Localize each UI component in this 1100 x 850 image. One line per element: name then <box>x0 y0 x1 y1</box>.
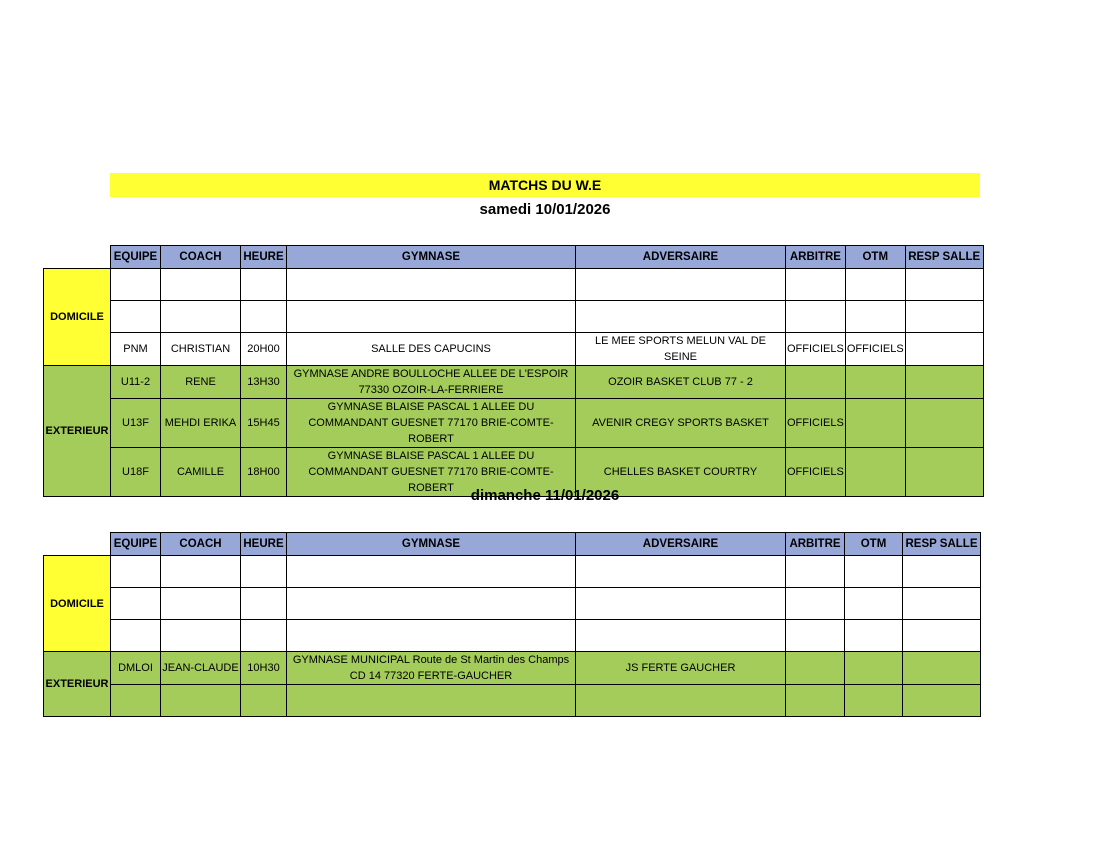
coach-cell: CHRISTIAN <box>161 333 241 366</box>
coach-cell <box>161 588 241 620</box>
domicile-row <box>44 269 984 301</box>
adversaire-cell: OZOIR BASKET CLUB 77 - 2 <box>576 366 786 399</box>
heure-cell <box>241 685 287 717</box>
gymnase-cell <box>287 301 576 333</box>
gymnase-cell <box>287 620 576 652</box>
arbitre-cell <box>786 685 845 717</box>
coach-cell: MEHDI ERIKA <box>161 399 241 448</box>
header-adversaire: ADVERSAIRE <box>576 533 786 556</box>
equipe-cell <box>111 685 161 717</box>
sunday-table-body <box>44 556 981 717</box>
otm-cell: OFFICIELS <box>845 333 905 366</box>
heure-cell: 20H00 <box>241 333 287 366</box>
arbitre-cell <box>786 652 845 685</box>
otm-cell <box>845 269 905 301</box>
header-heure: HEURE <box>241 246 287 269</box>
table-header-row <box>44 533 981 556</box>
equipe-cell: PNM <box>111 333 161 366</box>
adversaire-cell: AVENIR CREGY SPORTS BASKET <box>576 399 786 448</box>
header-heure: HEURE <box>241 533 287 556</box>
equipe-cell <box>111 269 161 301</box>
header-equipe: EQUIPE <box>111 246 161 269</box>
gymnase-cell <box>287 269 576 301</box>
header-arbitre: ARBITRE <box>786 533 845 556</box>
exterieur-row <box>44 652 981 685</box>
saturday-table-body <box>44 269 984 497</box>
heure-cell: 18H00 <box>241 448 287 497</box>
coach-cell: RENE <box>161 366 241 399</box>
domicile-group-label: DOMICILE <box>44 269 111 366</box>
resp-salle-cell <box>903 556 981 588</box>
resp-salle-cell <box>903 652 981 685</box>
heure-cell <box>241 588 287 620</box>
header-blank-cell <box>44 533 111 556</box>
arbitre-cell: OFFICIELS <box>786 448 846 497</box>
resp-salle-cell <box>905 399 983 448</box>
header-gymnase: GYMNASE <box>287 246 576 269</box>
exterieur-row <box>44 399 984 448</box>
heure-cell <box>241 301 287 333</box>
heure-cell <box>241 269 287 301</box>
coach-cell <box>161 620 241 652</box>
equipe-cell: DMLOI <box>111 652 161 685</box>
otm-cell <box>845 620 903 652</box>
gymnase-cell <box>287 685 576 717</box>
arbitre-cell <box>786 269 846 301</box>
header-coach: COACH <box>161 533 241 556</box>
header-equipe: EQUIPE <box>111 533 161 556</box>
adversaire-cell: LE MEE SPORTS MELUN VAL DE SEINE <box>576 333 786 366</box>
exterieur-row <box>44 366 984 399</box>
header-gymnase: GYMNASE <box>287 533 576 556</box>
arbitre-cell <box>786 620 845 652</box>
header-arbitre: ARBITRE <box>786 246 846 269</box>
adversaire-cell: CHELLES BASKET COURTRY <box>576 448 786 497</box>
resp-salle-cell <box>903 588 981 620</box>
adversaire-cell <box>576 301 786 333</box>
adversaire-cell <box>576 685 786 717</box>
otm-cell <box>845 301 905 333</box>
equipe-cell: U18F <box>111 448 161 497</box>
equipe-cell <box>111 588 161 620</box>
arbitre-cell <box>786 366 846 399</box>
domicile-group-label: DOMICILE <box>44 556 111 652</box>
gymnase-cell <box>287 588 576 620</box>
equipe-cell: U13F <box>111 399 161 448</box>
gymnase-cell: GYMNASE MUNICIPAL Route de St Martin des Champs CD 14 77320 FERTE-GAUCHER <box>287 652 576 685</box>
adversaire-cell <box>576 269 786 301</box>
coach-cell <box>161 269 241 301</box>
coach-cell <box>161 556 241 588</box>
coach-cell: CAMILLE <box>161 448 241 497</box>
header-coach: COACH <box>161 246 241 269</box>
sunday-schedule-table <box>43 532 981 717</box>
header-blank-cell <box>44 246 111 269</box>
arbitre-cell <box>786 556 845 588</box>
heure-cell: 13H30 <box>241 366 287 399</box>
gymnase-cell: GYMNASE BLAISE PASCAL 1 ALLEE DU COMMANDANT GUESNET 77170 BRIE-COMTE-ROBERT <box>287 399 576 448</box>
table-header-row <box>44 246 984 269</box>
domicile-row <box>44 301 984 333</box>
resp-salle-cell <box>903 685 981 717</box>
heure-cell: 10H30 <box>241 652 287 685</box>
otm-cell <box>845 399 905 448</box>
resp-salle-cell <box>905 366 983 399</box>
adversaire-cell <box>576 588 786 620</box>
coach-cell <box>161 685 241 717</box>
adversaire-cell: JS FERTE GAUCHER <box>576 652 786 685</box>
arbitre-cell: OFFICIELS <box>786 333 846 366</box>
domicile-row <box>44 620 981 652</box>
resp-salle-cell <box>903 620 981 652</box>
header-otm: OTM <box>845 533 903 556</box>
otm-cell <box>845 366 905 399</box>
resp-salle-cell <box>905 269 983 301</box>
domicile-row <box>44 333 984 366</box>
equipe-cell <box>111 620 161 652</box>
header-otm: OTM <box>845 246 905 269</box>
header-resp-salle: RESP SALLE <box>903 533 981 556</box>
arbitre-cell <box>786 588 845 620</box>
adversaire-cell <box>576 556 786 588</box>
adversaire-cell <box>576 620 786 652</box>
header-resp-salle: RESP SALLE <box>905 246 983 269</box>
exterieur-group-label: EXTERIEUR <box>44 652 111 717</box>
coach-cell <box>161 301 241 333</box>
header-adversaire: ADVERSAIRE <box>576 246 786 269</box>
domicile-row <box>44 588 981 620</box>
domicile-row <box>44 556 981 588</box>
arbitre-cell <box>786 301 846 333</box>
page-title: MATCHS DU W.E <box>110 173 980 197</box>
exterieur-group-label: EXTERIEUR <box>44 366 111 497</box>
heure-cell <box>241 556 287 588</box>
gymnase-cell <box>287 556 576 588</box>
sunday-date-title: dimanche 11/01/2026 <box>470 487 620 504</box>
equipe-cell: U11-2 <box>111 366 161 399</box>
equipe-cell <box>111 556 161 588</box>
saturday-schedule-table <box>43 245 984 497</box>
resp-salle-cell <box>905 301 983 333</box>
heure-cell <box>241 620 287 652</box>
arbitre-cell: OFFICIELS <box>786 399 846 448</box>
otm-cell <box>845 652 903 685</box>
coach-cell: JEAN-CLAUDE <box>161 652 241 685</box>
equipe-cell <box>111 301 161 333</box>
otm-cell <box>845 556 903 588</box>
exterieur-row <box>44 685 981 717</box>
gymnase-cell: SALLE DES CAPUCINS <box>287 333 576 366</box>
resp-salle-cell <box>905 333 983 366</box>
heure-cell: 15H45 <box>241 399 287 448</box>
saturday-date-title: samedi 10/01/2026 <box>479 201 611 218</box>
otm-cell <box>845 685 903 717</box>
gymnase-cell: GYMNASE BLAISE PASCAL 1 ALLEE DU COMMANDANT GUESNET 77170 BRIE-COMTE-ROBERT <box>287 448 576 497</box>
otm-cell <box>845 588 903 620</box>
gymnase-cell: GYMNASE ANDRE BOULLOCHE ALLEE DE L'ESPOIR 77330 OZOIR-LA-FERRIERE <box>287 366 576 399</box>
